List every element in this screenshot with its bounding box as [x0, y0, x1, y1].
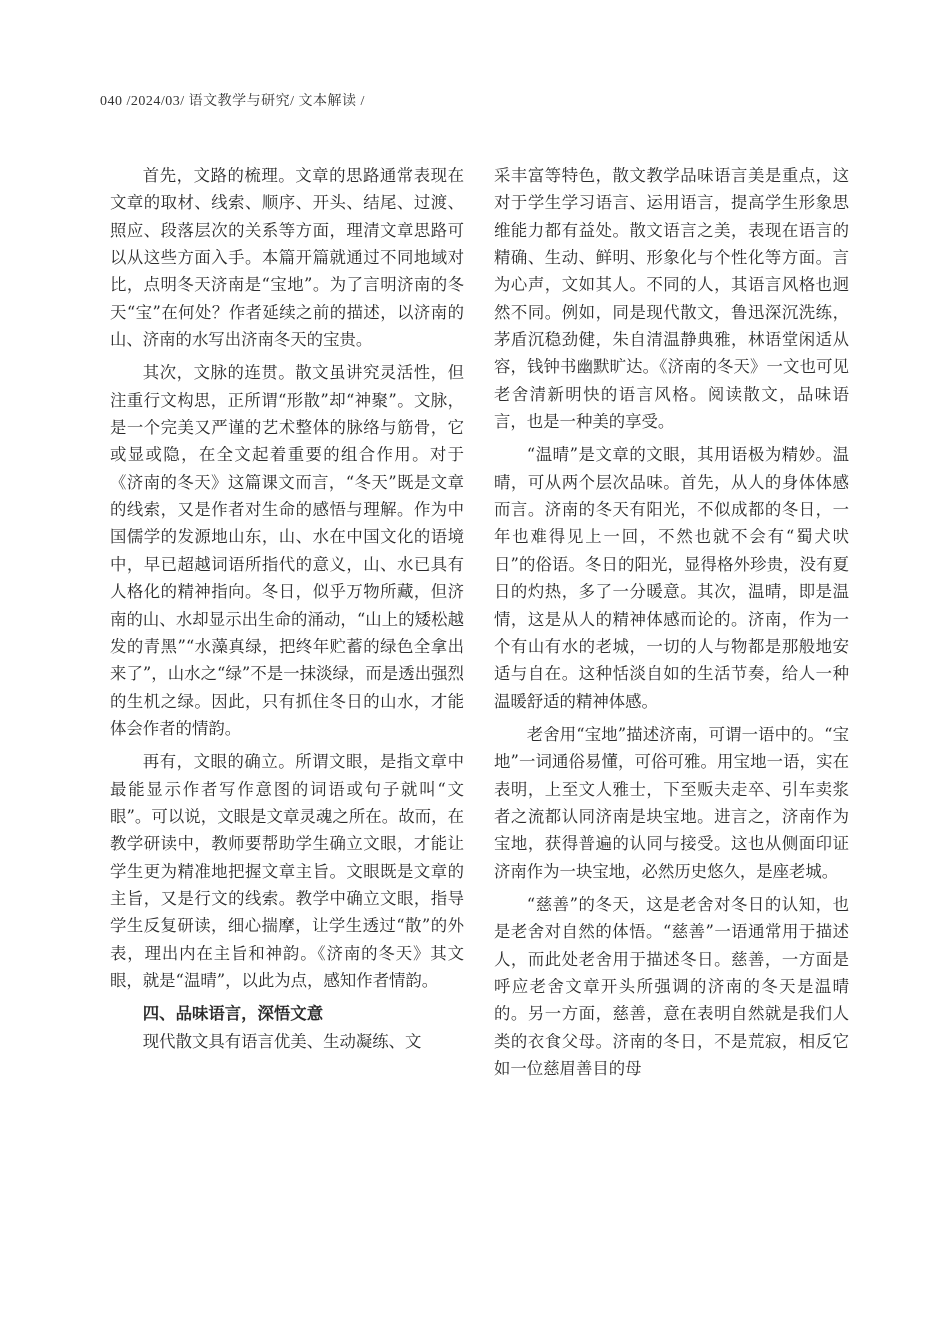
paragraph-text-vein: 其次，文脉的连贯。散文虽讲究灵活性，但注重行文构思，正所谓“形散”却“神聚”。文脉，是一个完美又严谨的艺术整体的脉络与筋骨，它或显或隐，在全文起着重要的组合作用。对于《济南的冬天》这篇课文而言，“冬天”既是文章的线索，又是作者对生命的感悟与理解。作为中国儒学的发源地山东，山、水在中国文化的语境中，早已超越词语所指代的意义，山、水已具有人格化的精神指向。冬日，似乎万物所藏，但济南的山、水却显示出生命的涌动，“山上的矮松越发的青黑”“水藻真绿，把终年贮蓄的绿色全拿出来了”，山水之“绿”不是一抹淡绿，而是透出强烈的生机之绿。因此，只有抓住冬日的山水，才能体会作者的情韵。 — [110, 363, 464, 738]
paragraph-language-continued: 采丰富等特色，散文教学品味语言美是重点，这对于学生学习语言、运用语言，提高学生形象思维能力都有益处。散文语言之美，表现在语言的精确、生动、鲜明、形象化与个性化等方面。言为心声，文如其人。不同的人，其语言风格也迥然不同。例如，同是现代散文，鲁迅深沉洗练，茅盾沉稳劲健，朱自清温静典雅，林语堂闲适从容，钱钟书幽默旷达。《济南的冬天》一文也可见老舍清新明快的语言风格。阅读散文，品味语言，也是一种美的享受。 — [494, 166, 849, 432]
left-column — [110, 162, 464, 1061]
paragraph-text-route: 首先，文路的梳理。文章的思路通常表现在文章的取材、线索、顺序、开头、结尾、过渡、照应、段落层次的关系等方面，理清文章思路可以从这些方面入手。本篇开篇就通过不同地域对比，点明冬天济南是“宝地”。为了言明济南的冬天“宝”在何处？作者延续之前的描述，以济南的山、济南的水写出济南冬天的宝贵。 — [110, 166, 464, 350]
paragraph-baodi: 老舍用“宝地”描述济南，可谓一语中的。“宝地”一词通俗易懂，可俗可雅。用宝地一语，实在表明，上至文人雅士，下至贩夫走卒、引车卖浆者之流都认同济南是块宝地。进言之，济南作为宝地，获得普遍的认同与接受。这也从侧面印证济南作为一块宝地，必然历史悠久，是座老城。 — [494, 724, 849, 881]
right-column — [494, 162, 849, 1088]
paragraph-text-eye: 再有，文眼的确立。所谓文眼，是指文章中最能显示作者写作意图的词语或句子就叫“文眼”。可以说，文眼是文章灵魂之所在。故而，在教学研读中，教师要帮助学生确立文眼，才能让学生更为精准地把握文章主旨。文眼既是文章的主旨，又是行文的线索。教学中确立文眼，指导学生反复研读，细心揣摩，让学生透过“散”的外表，理出内在主旨和神韵。《济南的冬天》其文眼，就是“温晴”，以此为点，感知作者情韵。 — [110, 752, 464, 990]
page-header: 040 /2024/03/ 语文教学与研究/ 文本解读 / — [100, 94, 365, 109]
paragraph-cishan: “慈善”的冬天，这是老舍对冬日的认知，也是老舍对自然的体悟。“慈善”一语通常用于描述人，而此处老舍用于描述冬日。慈善，一方面是呼应老舍文章开头所强调的济南的冬天是温晴的。另一方面，慈善，意在表明自然就是我们人类的衣食父母。济南的冬日，不是荒寂，相反它如一位慈眉善目的母 — [494, 894, 849, 1078]
section-heading-language: 四、品味语言，深悟文意 — [142, 1004, 324, 1024]
paragraph-language-intro: 现代散文具有语言优美、生动凝练、文 — [142, 1031, 422, 1051]
paragraph-wenqing: “温晴”是文章的文眼，其用语极为精妙。温晴，可从两个层次品味。首先，从人的身体体感而言。济南的冬天有阳光，不似成都的冬日，一年也难得见上一回，不然也就不会有“蜀犬吠日”的俗语。冬日的阳光，显得格外珍贵，没有夏日的灼热，多了一分暖意。其次，温晴，即是温情，这是从人的精神体感而论的。济南，作为一个有山有水的老城，一切的人与物都是那般地安适与自在。这种恬淡自如的生活节奏，给人一种温暖舒适的精神体感。 — [494, 445, 849, 711]
